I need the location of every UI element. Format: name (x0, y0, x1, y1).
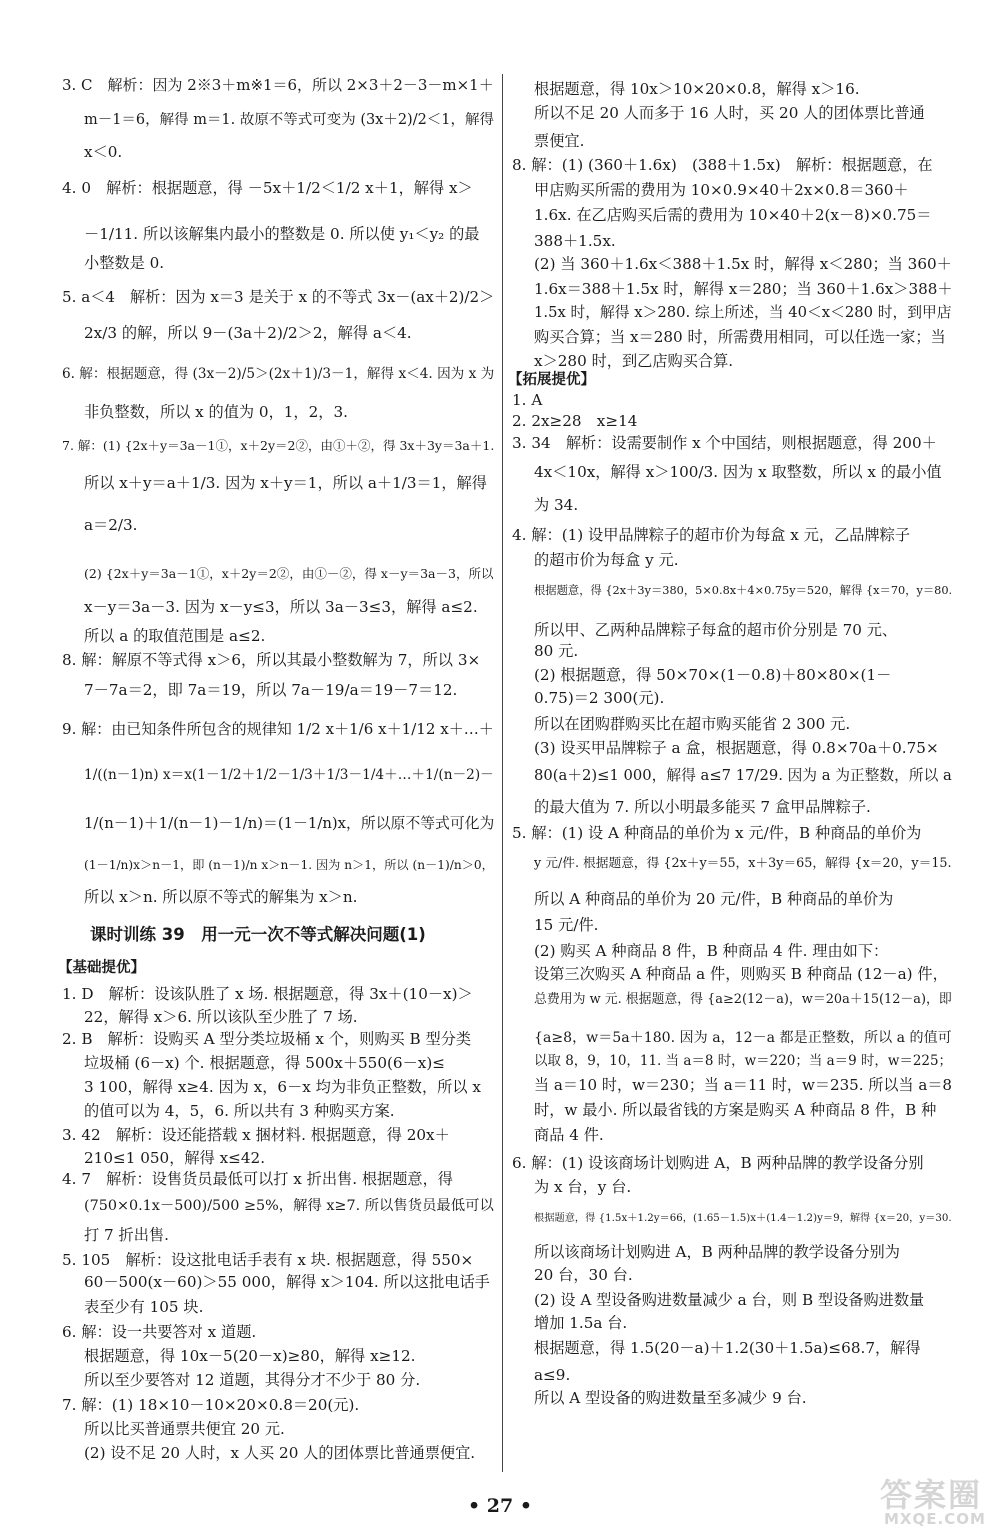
right-text-line: {a≥8，w＝5a＋180. 因为 a，12－a 都是正整数，所以 a 的值可 (534, 1030, 952, 1046)
watermark-logo (880, 1470, 990, 1532)
right-text-line: (2) 设 A 型设备购进数量减少 a 台，则 B 型设备购进数量 (534, 1291, 925, 1309)
left-text-line: 2x/3 的解，所以 9－(3a＋2)/2＞2，解得 a＜4. (84, 324, 412, 342)
right-text-line: 388＋1.5x. (534, 232, 616, 250)
left-text-line: 5. 105 解析：设这批电话手表有 x 块. 根据题意，得 550× (62, 1251, 474, 1269)
left-text-line: 9. 解：由已知条件所包含的规律知 1/2 x＋1/6 x＋1/12 x＋…＋ (62, 720, 494, 738)
left-text-line: 所以 a 的取值范围是 a≤2. (84, 627, 266, 645)
left-text-line: (2) {2x＋y＝3a－1①，x＋2y＝2②，由①－②，得 x－y＝3a－3，所以 (84, 566, 494, 581)
right-text-line: 20 台，30 台. (534, 1266, 633, 1284)
left-text-line: a＝2/3. (84, 516, 138, 534)
right-text-line: 购买合算；当 x＝280 时，所需费用相同，可以任选一家；当 (534, 328, 946, 346)
column-divider (502, 74, 503, 1472)
left-text-line: 所以 x＋y＝a＋1/3. 因为 x＋y＝1，所以 a＋1/3＝1，解得 (84, 474, 487, 492)
left-text-line: 表至少有 105 块. (84, 1298, 204, 1316)
left-text-line: 22，解得 x＞6. 所以该队至少胜了 7 场. (84, 1008, 358, 1026)
left-text-line: 打 7 折出售. (84, 1226, 169, 1244)
right-text-line: (3) 设买甲品牌粽子 a 盒，根据题意，得 0.8×70a＋0.75× (534, 739, 939, 757)
right-text-line: 时，w 最小. 所以最省钱的方案是购买 A 种商品 8 件，B 种 (534, 1101, 937, 1119)
right-text-line: (2) 购买 A 种商品 8 件，B 种商品 4 件. 理由如下： (534, 942, 889, 960)
right-text-line: 所以在团购群购买比在超市购买能省 2 300 元. (534, 715, 851, 733)
right-text-line: 商品 4 件. (534, 1126, 604, 1144)
left-text-line: 3. 42 解析：设还能搭载 x 捆材料. 根据题意，得 20x＋ (62, 1126, 450, 1144)
right-text-line: 80 元. (534, 642, 579, 660)
left-text-line: 1/((n－1)n) x＝x(1－1/2＋1/2－1/3＋1/3－1/4＋…＋1/(n－2)－ (84, 767, 494, 783)
right-text-line: 3. 34 解析：设需要制作 x 个中国结，则根据题意，得 200＋ (512, 434, 937, 452)
right-text-line: 根据题意，得 1.5(20－a)＋1.2(30＋1.5a)≤68.7，解得 (534, 1339, 921, 1357)
right-text-line: 为 x 台，y 台. (534, 1178, 632, 1196)
right-text-line: 所以 A 型设备的购进数量至多减少 9 台. (534, 1389, 807, 1407)
left-text-line: (750×0.1x－500)/500 ≥5%，解得 x≥7. 所以售货员最低可以 (84, 1198, 494, 1214)
right-text-line: 甲店购买所需的费用为 10×0.9×40＋2x×0.8＝360＋ (534, 181, 909, 199)
left-text-line: 1. D 解析：设该队胜了 x 场. 根据题意，得 3x＋(10－x)＞ (62, 985, 473, 1003)
right-text-line: 为 34. (534, 496, 579, 514)
left-text-line: 的值可以为 4，5，6. 所以共有 3 种购买方案. (84, 1102, 395, 1120)
left-text-line: x－y＝3a－3. 因为 x－y≤3，所以 3a－3≤3，解得 a≤2. (84, 598, 478, 616)
right-text-line: 根据题意，得 {2x＋3y＝380，5×0.8x＋4×0.75y＝520，解得 {x＝70，y＝80. (534, 584, 953, 597)
right-text-line: 所以该商场计划购进 A，B 两种品牌的教学设备分别为 (534, 1243, 900, 1261)
right-text-line: x＞280 时，到乙店购买合算. (534, 352, 734, 370)
right-text-line: 1.5x 时，解得 x＞280. 综上所述，当 40＜x＜280 时，到甲店 (534, 304, 952, 321)
right-text-line: 15 元/件. (534, 916, 599, 934)
right-text-line: 所以不足 20 人而多于 16 人时，买 20 人的团体票比普通 (534, 104, 925, 122)
left-text-line: 【基础提优】 (58, 960, 145, 976)
left-text-line: －1/11. 所以该解集内最小的整数是 0. 所以使 y₁＜y₂ 的最 (84, 225, 480, 243)
left-text-line: 210≤1 050，解得 x≤42. (84, 1149, 266, 1167)
right-text-line: 设第三次购买 A 种商品 a 件，则购买 B 种商品 (12－a) 件， (534, 965, 948, 983)
right-text-line: 0.75)＝2 300(元). (534, 689, 665, 707)
left-text-line: 7－7a＝2，即 7a＝19，所以 7a－19/a＝19－7＝12. (84, 681, 458, 699)
left-text-line: 所以 x＞n. 所以原不等式的解集为 x＞n. (84, 888, 358, 906)
left-text-line: x＜0. (84, 143, 123, 161)
left-text-line: 7. 解：(1) 18×10－10×20×0.8＝20(元). (62, 1396, 360, 1414)
right-text-line: 80(a＋2)≤1 000，解得 a≤7 17/29. 因为 a 为正整数，所以 a (534, 767, 952, 784)
left-text-line: 4. 7 解析：设售货员最低可以打 x 折出售. 根据题意，得 (62, 1170, 453, 1188)
right-text-line: 8. 解：(1) (360＋1.6x) (388＋1.5x) 解析：根据题意，在 (512, 156, 933, 174)
right-text-line: 1.6x＝388＋1.5x 时，解得 x＝280；当 360＋1.6x＞388＋ (534, 280, 953, 298)
right-text-line: (2) 当 360＋1.6x＜388＋1.5x 时，解得 x＜280；当 360＋ (534, 255, 952, 273)
left-text-line: m－1＝6，解得 m＝1. 故原不等式可变为 (3x＋2)/2＜1，解得 (84, 112, 494, 128)
left-text-line: 垃圾桶 (6－x) 个. 根据题意，得 500x＋550(6－x)≤ (84, 1054, 445, 1072)
right-text-line: 的超市价为每盒 y 元. (534, 551, 679, 569)
left-text-line: 课时训练 39 用一元一次不等式解决问题(1) (90, 925, 426, 944)
right-text-line: 票便宜. (534, 132, 585, 150)
left-text-line: (1－1/n)x＞n－1，即 (n－1)/n x＞n－1. 因为 n＞1，所以 (n－1)/n＞0， (84, 858, 494, 872)
left-text-line: 4. 0 解析：根据题意，得 －5x＋1/2＜1/2 x＋1，解得 x＞ (62, 179, 473, 197)
left-text-line: 2. B 解析：设购买 A 型分类垃圾桶 x 个，则购买 B 型分类 (62, 1030, 472, 1048)
left-text-line: 60－500(x－60)＞55 000，解得 x＞104. 所以这批电话手 (84, 1273, 490, 1291)
right-text-line: 6. 解：(1) 设该商场计划购进 A，B 两种品牌的教学设备分别 (512, 1154, 924, 1172)
left-text-line: 7. 解：(1) {2x＋y＝3a－1①，x＋2y＝2②，由①＋②，得 3x＋3y＝3a＋1. (62, 438, 495, 453)
right-text-line: 根据题意，得 {1.5x＋1.2y＝66，(1.65－1.5)x＋(1.4－1.2)y＝9，解得 {x＝20，y＝30. (534, 1212, 952, 1224)
right-text-line: 2. 2x≥28 x≥14 (512, 412, 638, 430)
left-text-line: 小整数是 0. (84, 254, 165, 272)
right-text-line: 1. A (512, 391, 543, 409)
left-text-line: 根据题意，得 10x－5(20－x)≥80，解得 x≥12. (84, 1347, 416, 1365)
left-text-line: (2) 设不足 20 人时，x 人买 20 人的团体票比普通票便宜. (84, 1444, 476, 1462)
right-text-line: 当 a＝10 时，w＝230；当 a＝11 时，w＝235. 所以当 a＝8 (534, 1076, 953, 1094)
left-text-line: 所以至少要答对 12 道题，其得分才不少于 80 分. (84, 1371, 421, 1389)
right-text-line: 所以 A 种商品的单价为 20 元/件，B 种商品的单价为 (534, 890, 894, 908)
left-text-line: 6. 解：设一共要答对 x 道题. (62, 1323, 257, 1341)
left-text-line: 所以比买普通票共便宜 20 元. (84, 1420, 285, 1438)
right-text-line: a≤9. (534, 1366, 571, 1384)
left-text-line: 5. a＜4 解析：因为 x＝3 是关于 x 的不等式 3x－(ax＋2)/2＞ (62, 288, 495, 306)
right-text-line: 4. 解：(1) 设甲品牌粽子的超市价为每盒 x 元，乙品牌粽子 (512, 526, 911, 544)
right-text-line: 所以甲、乙两种品牌粽子每盒的超市价分别是 70 元、 (534, 621, 898, 639)
right-text-line: 的最大值为 7. 所以小明最多能买 7 盒甲品牌粽子. (534, 798, 871, 816)
right-text-line: 增加 1.5a 台. (534, 1314, 628, 1332)
left-text-line: 3 100，解得 x≥4. 因为 x，6－x 均为非负正整数，所以 x (84, 1078, 481, 1096)
right-text-line: y 元/件. 根据题意，得 {2x＋y＝55，x＋3y＝65，解得 {x＝20，y＝15. (534, 856, 952, 871)
left-text-line: 8. 解：解原不等式得 x＞6，所以其最小整数解为 7，所以 3× (62, 651, 481, 669)
left-text-line: 1/(n－1)＋1/(n－1)－1/n)＝(1－1/n)x，所以原不等式可化为 (84, 815, 495, 832)
right-text-line: (2) 根据题意，得 50×70×(1－0.8)＋80×80×(1－ (534, 666, 892, 684)
left-text-line: 3. C 解析：因为 2※3＋m※1＝6，所以 2×3＋2－3－m×1＋ (62, 76, 494, 94)
right-text-line: 总费用为 w 元. 根据题意，得 {a≥2(12－a)，w＝20a＋15(12－a)，即 (534, 992, 952, 1007)
right-text-line: 以取 8，9，10，11. 当 a＝8 时，w＝220；当 a＝9 时，w＝225； (534, 1053, 953, 1069)
left-text-line: 6. 解：根据题意，得 (3x－2)/5＞(2x＋1)/3－1，解得 x＜4. 因为 x 为 (62, 366, 495, 382)
right-text-line: 4x＜10x，解得 x＞100/3. 因为 x 取整数，所以 x 的最小值 (534, 463, 942, 481)
right-text-line: 根据题意，得 10x＞10×20×0.8，解得 x＞16. (534, 80, 860, 98)
left-text-line: 非负整数，所以 x 的值为 0，1，2，3. (84, 403, 348, 421)
right-text-line: 【拓展提优】 (508, 372, 595, 388)
right-text-line: 1.6x. 在乙店购买后需的费用为 10×40＋2(x－8)×0.75＝ (534, 206, 932, 224)
page-number: • 27 • (468, 1495, 532, 1517)
watermark-url: MXQE.COM (884, 1510, 986, 1528)
right-text-line: 5. 解：(1) 设 A 种商品的单价为 x 元/件，B 种商品的单价为 (512, 824, 922, 842)
watermark-text: 答案圈 (880, 1476, 983, 1514)
